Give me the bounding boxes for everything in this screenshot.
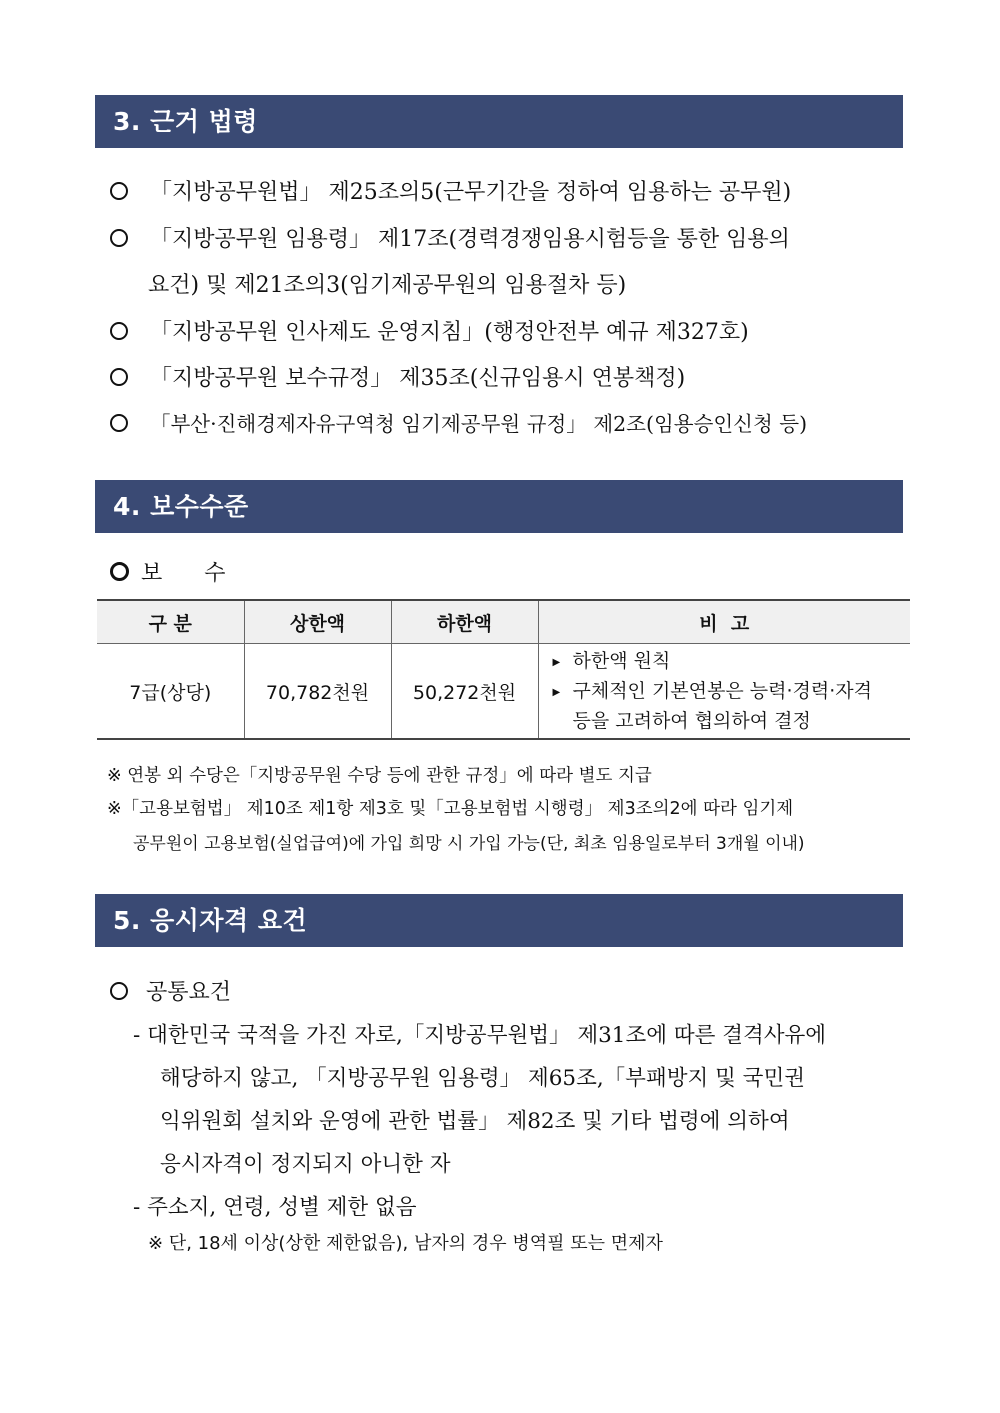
law-item-2-cont: 요건) 및 제21조의3(임기제공무원의 임용절차 등) [148,273,627,298]
remark-2: 구체적인 기본연봉은 능력·경력·자격 [572,679,872,702]
circle-bullet-icon [110,414,128,432]
circle-bullet-icon [110,182,128,200]
cell-upper: 70,782천원 [244,644,391,740]
triangle-bullet-icon: ▶ [552,656,561,668]
law-item-5-text: 「부산·진해경제자유구역청 임기제공무원 규정」 제2조(임용승인신청 등) [150,412,808,436]
cell-lower: 50,272천원 [391,644,538,740]
law-item-2 [110,222,790,253]
remark-3: 등을 고려하여 협의하여 결정 [572,709,811,732]
cell-remarks [538,644,910,740]
law-item-1 [110,175,791,206]
pay-table [97,599,910,740]
pay-note-2: ※「고용보험법」 제10조 제1항 제3호 및「고용보험법 시행령」 제3조의2에 따라 임기제 [107,799,794,819]
law-item-4 [110,361,685,392]
circle-bullet-icon [110,368,128,386]
qualification-subheading [110,975,231,1006]
law-item-1-text: 「지방공무원법」 제25조의5(근무기간을 정하여 임용하는 공무원) [150,180,792,205]
qualification-item-1-line-2: 해당하지 않고, 「지방공무원 임용령」 제65조,「부패방지 및 국민권 [160,1066,805,1091]
circle-bullet-icon [110,229,128,247]
law-item-4-text: 「지방공무원 보수규정」 제35조(신규임용시 연봉책정) [150,366,686,391]
cell-grade: 7급(상당) [97,644,244,740]
law-item-5 [110,407,807,437]
table-row [97,644,910,740]
col-header-grade: 구 분 [97,600,244,644]
qualification-item-1-line-1: - 대한민국 국적을 가진 자로,「지방공무원법」 제31조에 따른 결격사유에 [133,1023,827,1048]
remark-1: 하한액 원칙 [572,649,671,672]
qualification-item-1-line-4: 응시자격이 정지되지 아니한 자 [160,1152,451,1177]
circle-bullet-icon [110,562,129,581]
triangle-bullet-icon: ▶ [552,686,561,698]
qualification-item-1-line-3: 익위원회 설치와 운영에 관한 법률」 제82조 및 기타 법령에 의하여 [160,1109,790,1134]
circle-bullet-icon [110,322,128,340]
pay-subheading-text: 보 수 [141,561,226,586]
col-header-upper: 상한액 [244,600,391,644]
section-5-header: 5. 응시자격 요건 [95,894,903,947]
pay-note-2-cont: 공무원이 고용보험(실업급여)에 가입 희망 시 가입 가능(단, 최초 임용일로부터 3개월 이내) [133,834,805,854]
law-item-3-text: 「지방공무원 인사제도 운영지침」(행정안전부 예규 제327호) [150,320,749,345]
law-item-3 [110,315,749,346]
col-header-remark: 비 고 [538,600,910,644]
section-4-header: 4. 보수수준 [95,480,903,533]
circle-bullet-icon [110,982,128,1000]
col-header-lower: 하한액 [391,600,538,644]
section-3-header: 3. 근거 법령 [95,95,903,148]
law-item-2-text: 「지방공무원 임용령」 제17조(경력경쟁임용시험등을 통한 임용의 [150,227,790,252]
pay-subheading [110,556,225,587]
qualification-note: ※ 단, 18세 이상(상한 제한없음), 남자의 경우 병역필 또는 면제자 [148,1233,663,1254]
pay-note-1: ※ 연봉 외 수당은「지방공무원 수당 등에 관한 규정」에 따라 별도 지급 [107,766,652,786]
qualification-item-2: - 주소지, 연령, 성별 제한 없음 [133,1195,417,1220]
pay-table-header-row [97,600,910,644]
qualification-subheading-text: 공통요건 [146,980,232,1005]
